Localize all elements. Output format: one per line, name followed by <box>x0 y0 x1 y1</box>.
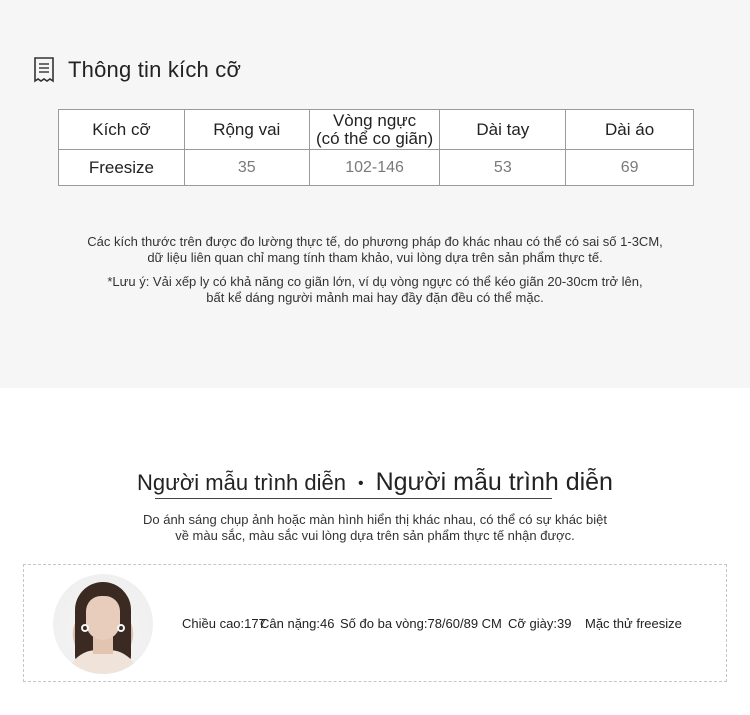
model-size-worn: Mặc thử freesize <box>585 616 682 631</box>
cell-size: Freesize <box>59 150 185 186</box>
model-stats <box>182 616 682 631</box>
chest-header-line2: (có thể co giãn) <box>315 128 434 148</box>
fabric-note-line1: *Lưu ý: Vải xếp ly có khả năng co giãn lớn, ví dụ vòng ngực có thể kéo giãn 20-30cm trở lên, <box>107 274 643 289</box>
color-disclaimer-line1: Do ánh sáng chụp ảnh hoặc màn hình hiển thị khác nhau, có thể có sự khác biệt <box>142 512 607 527</box>
cell-length: 69 <box>566 150 694 186</box>
column-header-chest <box>309 110 440 150</box>
fabric-note <box>0 274 750 306</box>
color-disclaimer-line2: về màu sắc, màu sắc vui lòng dựa trên sản phẩm thực tế nhận được. <box>175 528 575 543</box>
model-shoe-size: Cỡ giày:39 <box>508 616 572 631</box>
receipt-icon <box>33 56 55 84</box>
model-info-box <box>23 564 727 682</box>
cell-chest: 102-146 <box>309 150 440 186</box>
model-title <box>0 468 750 497</box>
model-weight: Cân nặng:46 <box>260 616 335 631</box>
column-header-length: Dài áo <box>566 110 694 150</box>
table-row <box>59 150 694 186</box>
column-header-shoulder: Rộng vai <box>184 110 309 150</box>
size-table <box>58 109 694 186</box>
column-header-sleeve: Dài tay <box>440 110 566 150</box>
chest-header-line1: Vòng ngực <box>332 110 417 130</box>
size-info-title: Thông tin kích cỡ <box>68 57 242 82</box>
measurement-note <box>0 234 750 266</box>
model-measurements: Số đo ba vòng:78/60/89 CM <box>340 616 502 631</box>
title-bullet: • <box>357 475 364 493</box>
column-header-size: Kích cỡ <box>59 110 185 150</box>
size-table-header-row <box>59 110 694 150</box>
model-avatar <box>53 574 153 674</box>
model-title-left: Người mẫu trình diễn <box>137 470 346 495</box>
model-title-right: Người mẫu trình diễn <box>375 468 613 496</box>
color-disclaimer <box>0 512 750 544</box>
cell-sleeve: 53 <box>440 150 566 186</box>
measurement-note-line1: Các kích thước trên được đo lường thực tế, do phương pháp đo khác nhau có thể có sai số 1-3CM, <box>87 234 663 249</box>
size-info-header <box>33 56 241 84</box>
fabric-note-line2: bất kể dáng người mảnh mai hay đầy đặn đều có thể mặc. <box>206 290 544 305</box>
cell-shoulder: 35 <box>184 150 309 186</box>
title-underline <box>155 498 552 499</box>
measurement-note-line2: dữ liệu liên quan chỉ mang tính tham khảo, vui lòng dựa trên sản phẩm thực tế. <box>147 250 603 265</box>
model-height: Chiều cao:177 <box>182 616 266 631</box>
